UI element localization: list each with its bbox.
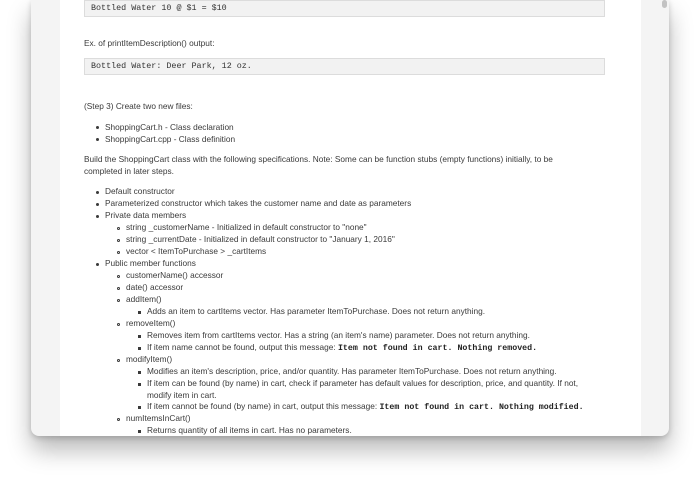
circle-bullet bbox=[117, 239, 120, 242]
square-bullet bbox=[138, 406, 141, 409]
instructions-content bbox=[60, 0, 641, 436]
bullet bbox=[96, 191, 99, 194]
spec-item: Private data members bbox=[105, 210, 187, 220]
square-bullet bbox=[138, 371, 141, 374]
member-function: date() accessor bbox=[126, 282, 184, 292]
square-bullet bbox=[138, 347, 141, 350]
code-block-output: Bottled Water 10 @ $1 = $10 bbox=[84, 0, 605, 17]
bullet bbox=[96, 138, 99, 141]
member-function: removeItem() bbox=[126, 318, 176, 328]
build-paragraph-line: completed in later steps. bbox=[84, 166, 174, 176]
circle-bullet bbox=[117, 227, 120, 230]
member-function: numItemsInCart() bbox=[126, 413, 191, 423]
error-message-modified: Item not found in cart. Nothing modified. bbox=[379, 403, 584, 412]
function-detail: If item can be found (by name) in cart, check if parameter has default values for description, price, and quantity. If not, bbox=[147, 378, 579, 388]
function-detail: Returns quantity of all items in cart. Has no parameters. bbox=[147, 425, 352, 435]
bullet bbox=[96, 203, 99, 206]
private-member: string _currentDate - Initialized in default constructor to "January 1, 2016" bbox=[126, 234, 395, 244]
function-detail: Adds an item to cartItems vector. Has parameter ItemToPurchase. Does not return anything. bbox=[147, 306, 486, 316]
bullet bbox=[96, 126, 99, 129]
example-label: Ex. of printItemDescription() output: bbox=[84, 38, 215, 48]
circle-bullet bbox=[117, 287, 120, 290]
bullet bbox=[96, 263, 99, 266]
function-detail-text: If item name cannot be found, output this message: bbox=[147, 342, 336, 352]
circle-bullet bbox=[117, 323, 120, 326]
spec-item: Public member functions bbox=[105, 258, 196, 268]
function-detail bbox=[147, 401, 584, 413]
vertical-scrollbar-thumb[interactable] bbox=[662, 0, 667, 8]
member-function: addItem() bbox=[126, 294, 162, 304]
circle-bullet bbox=[117, 275, 120, 278]
bullet bbox=[96, 215, 99, 218]
square-bullet bbox=[138, 335, 141, 338]
app-window bbox=[31, 0, 669, 436]
file-item: ShoppingCart.h - Class declaration bbox=[105, 122, 234, 132]
function-detail: Removes item from cartItems vector. Has a string (an item's name) parameter. Does not return anything. bbox=[147, 330, 530, 340]
function-detail: modify item in cart. bbox=[147, 390, 217, 400]
function-detail: Modifies an item's description, price, and/or quantity. Has parameter ItemToPurchase. Does not return anything. bbox=[147, 366, 557, 376]
spec-item: Default constructor bbox=[105, 186, 175, 196]
circle-bullet bbox=[117, 359, 120, 362]
step3-heading: (Step 3) Create two new files: bbox=[84, 101, 193, 111]
circle-bullet bbox=[117, 299, 120, 302]
function-detail bbox=[147, 342, 537, 354]
error-message-removed: Item not found in cart. Nothing removed. bbox=[337, 344, 538, 353]
member-function: customerName() accessor bbox=[126, 270, 224, 280]
private-member: vector < ItemToPurchase > _cartItems bbox=[126, 246, 267, 256]
square-bullet bbox=[138, 383, 141, 386]
square-bullet bbox=[138, 430, 141, 433]
file-item: ShoppingCart.cpp - Class definition bbox=[105, 134, 236, 144]
spec-item: Parameterized constructor which takes the customer name and date as parameters bbox=[105, 198, 412, 208]
private-member: string _customerName - Initialized in default constructor to "none" bbox=[126, 222, 367, 232]
build-paragraph-line: Build the ShoppingCart class with the following specifications. Note: Some can be function stubs (empty functions) initially, to be bbox=[84, 154, 553, 164]
circle-bullet bbox=[117, 251, 120, 254]
code-block-description: Bottled Water: Deer Park, 12 oz. bbox=[84, 58, 605, 75]
square-bullet bbox=[138, 311, 141, 314]
circle-bullet bbox=[117, 418, 120, 421]
function-detail-text: If item cannot be found (by name) in cart, output this message: bbox=[147, 401, 378, 411]
member-function: modifyItem() bbox=[126, 354, 173, 364]
